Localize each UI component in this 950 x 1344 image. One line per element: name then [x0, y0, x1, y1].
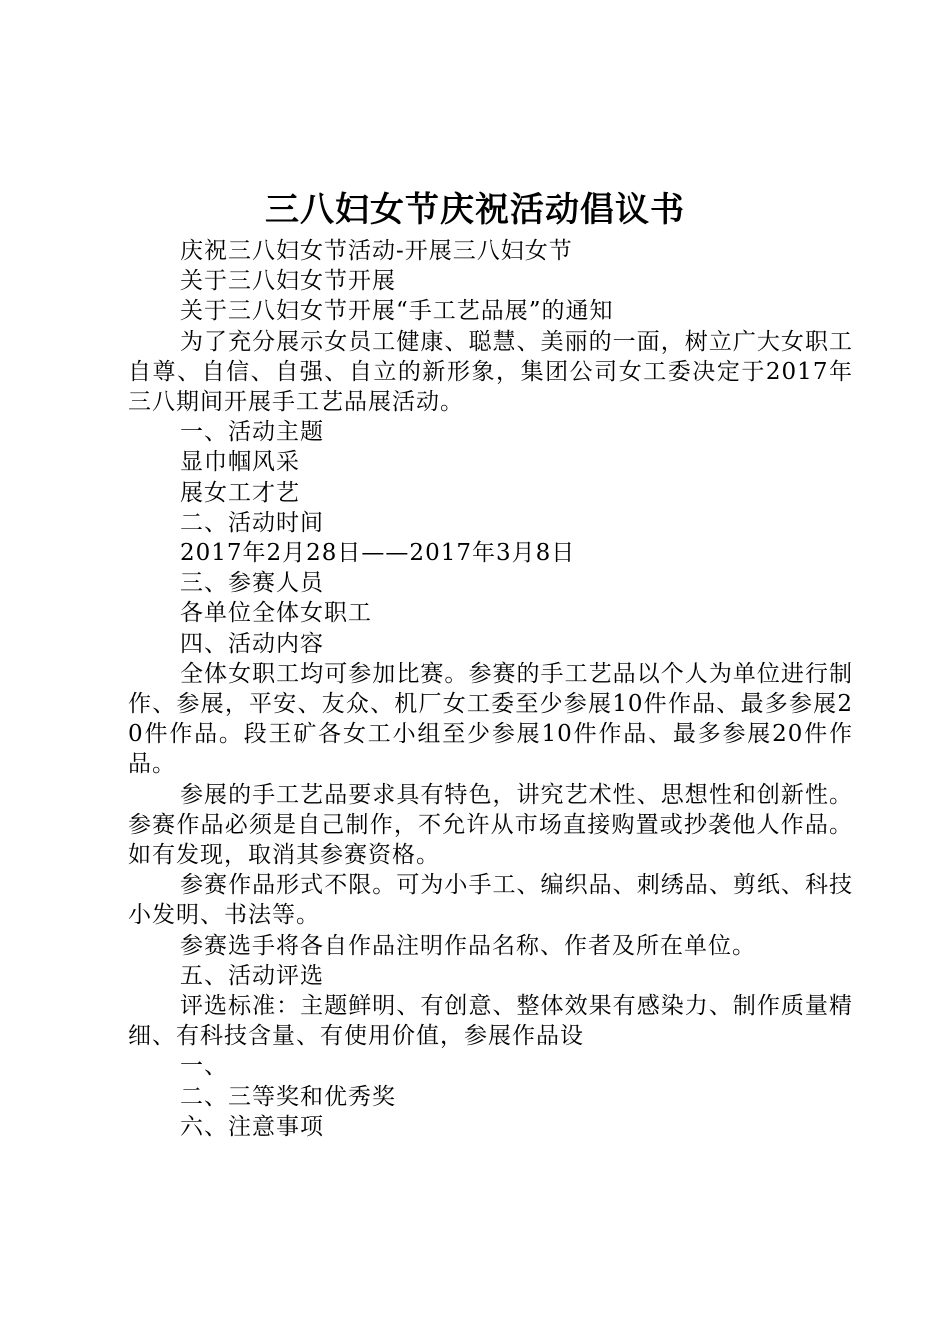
paragraph-intro: 为了充分展示女员工健康、聪慧、美丽的一面，树立广大女职工自尊、自信、自强、自立的新形象，集团公司女工委决定于2017年三八期间开展手工艺品展活动。 [128, 328, 853, 416]
paragraph-subtitle: 庆祝三八妇女节活动-开展三八妇女节 [180, 238, 573, 264]
theme-line-1: 显巾帼风采 [180, 449, 300, 476]
content-paragraph-3: 参赛作品形式不限。可为小手工、编织品、刺绣品、剪纸、科技小发明、书法等。 [128, 872, 853, 929]
participants-text: 各单位全体女职工 [180, 600, 372, 627]
content-paragraph-1: 全体女职工均可参加比赛。参赛的手工艺品以个人为单位进行制作、参展，平安、友众、机厂女工委至少参展10件作品、最多参展20件作品。段王矿各女工小组至少参展10件作品、最多参展20件作品。 [128, 660, 853, 778]
theme-line-2: 展女工才艺 [180, 479, 300, 506]
document-body [128, 236, 853, 1142]
paragraph-heading-1: 关于三八妇女节开展 [180, 268, 396, 295]
content-paragraph-2: 参展的手工艺品要求具有特色，讲究艺术性、思想性和创新性。参赛作品必须是自己制作，不允许从市场直接购置或抄袭他人作品。如有发现，取消其参赛资格。 [128, 781, 853, 869]
content-paragraph-4: 参赛选手将各自作品注明作品名称、作者及所在单位。 [180, 932, 756, 959]
section-heading-participants: 三、参赛人员 [180, 570, 324, 597]
award-line-1: 一、 [180, 1053, 228, 1080]
section-heading-time: 二、活动时间 [180, 509, 324, 536]
section-heading-theme: 一、活动主题 [180, 419, 324, 446]
section-heading-notes: 六、注意事项 [180, 1113, 324, 1140]
paragraph-notice-title: 关于三八妇女节开展“手工艺品展”的通知 [180, 298, 614, 325]
section-heading-evaluation: 五、活动评选 [180, 962, 324, 989]
document-title: 三八妇女节庆祝活动倡议书 [265, 190, 685, 230]
section-heading-content: 四、活动内容 [180, 630, 324, 657]
award-line-2: 二、三等奖和优秀奖 [180, 1083, 396, 1110]
evaluation-criteria: 评选标准：主题鲜明、有创意、整体效果有感染力、制作质量精细、有科技含量、有使用价值，参展作品设 [128, 993, 853, 1050]
time-range: 2017年2月28日——2017年3月8日 [180, 540, 576, 567]
